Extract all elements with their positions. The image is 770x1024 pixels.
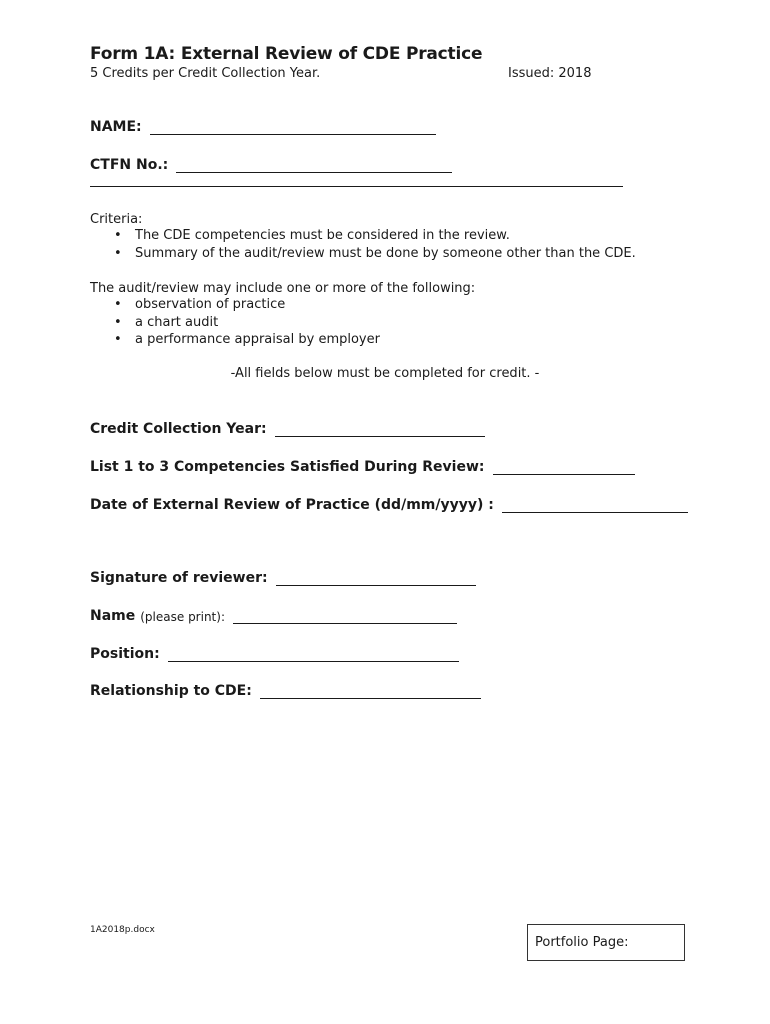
portfolio-page-box[interactable] bbox=[527, 924, 685, 961]
reviewer-name-row bbox=[90, 608, 457, 624]
reviewer-name-input-line[interactable] bbox=[233, 609, 457, 624]
form-title: Form 1A: External Review of CDE Practice bbox=[90, 44, 483, 64]
competencies-label: List 1 to 3 Competencies Satisfied During Review: bbox=[90, 459, 485, 475]
ctfn-label: CTFN No.: bbox=[90, 157, 169, 173]
section-divider bbox=[90, 186, 623, 187]
audit-intro: The audit/review may include one or more of the following: bbox=[90, 281, 476, 296]
reviewer-name-label: Name bbox=[90, 608, 136, 624]
signature-label: Signature of reviewer: bbox=[90, 570, 268, 586]
relationship-label: Relationship to CDE: bbox=[90, 683, 252, 699]
criteria-list bbox=[90, 227, 636, 262]
position-input-line[interactable] bbox=[168, 647, 459, 662]
reviewer-name-hint: (please print): bbox=[140, 610, 225, 624]
credit-year-input-line[interactable] bbox=[275, 422, 485, 437]
review-date-label: Date of External Review of Practice (dd/mm/yyyy) : bbox=[90, 497, 494, 513]
criteria-item: • Summary of the audit/review must be done by someone other than the CDE. bbox=[90, 245, 636, 263]
position-row bbox=[90, 646, 459, 662]
review-date-row bbox=[90, 497, 688, 513]
ctfn-row bbox=[90, 157, 452, 173]
name-label: NAME: bbox=[90, 119, 142, 135]
signature-row bbox=[90, 570, 476, 586]
ctfn-input-line[interactable] bbox=[176, 158, 452, 173]
completion-note: -All fields below must be completed for credit. - bbox=[230, 366, 540, 381]
criteria-heading: Criteria: bbox=[90, 212, 143, 227]
criteria-section bbox=[90, 212, 636, 262]
name-row bbox=[90, 119, 436, 135]
relationship-row bbox=[90, 683, 481, 699]
audit-item: • a performance appraisal by employer bbox=[90, 331, 475, 349]
audit-section bbox=[90, 281, 475, 349]
audit-item: • observation of practice bbox=[90, 296, 475, 314]
audit-list bbox=[90, 296, 475, 349]
review-date-input-line[interactable] bbox=[502, 498, 688, 513]
criteria-item: • The CDE competencies must be considered in the review. bbox=[90, 227, 636, 245]
form-subtitle: 5 Credits per Credit Collection Year. bbox=[90, 66, 321, 81]
portfolio-page-label: Portfolio Page: bbox=[535, 935, 629, 950]
signature-input-line[interactable] bbox=[276, 571, 476, 586]
competencies-input-line[interactable] bbox=[493, 460, 635, 475]
footer-filename: 1A2018p.docx bbox=[90, 925, 155, 935]
relationship-input-line[interactable] bbox=[260, 684, 481, 699]
position-label: Position: bbox=[90, 646, 160, 662]
competencies-row bbox=[90, 459, 635, 475]
issued-date: Issued: 2018 bbox=[508, 66, 592, 81]
credit-year-row bbox=[90, 421, 485, 437]
audit-item: • a chart audit bbox=[90, 314, 475, 332]
name-input-line[interactable] bbox=[150, 120, 436, 135]
credit-year-label: Credit Collection Year: bbox=[90, 421, 267, 437]
